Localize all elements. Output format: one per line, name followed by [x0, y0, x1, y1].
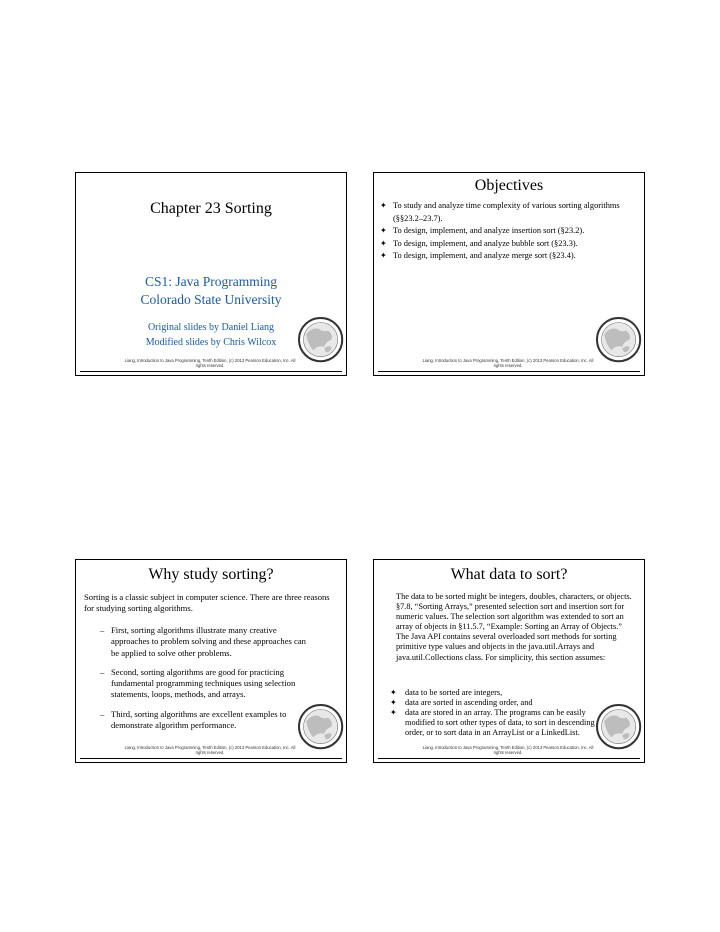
footer-rule: [80, 758, 342, 759]
footer-rule: [378, 758, 640, 759]
reasons-list: [100, 625, 312, 739]
list-item: ✦ data to be sorted are integers,: [390, 688, 503, 697]
objectives-list: [380, 200, 636, 263]
globe-icon: [588, 309, 642, 363]
star-bullet-icon: ✦: [380, 238, 387, 248]
slide-footer: Liang, Introduction to Java Programming, Tenth Edition, (c) 2013 Pearson Education, Inc. All rights reserved.: [124, 745, 296, 755]
footer-rule: [378, 371, 640, 372]
course-name: CS1: Java Programming: [145, 274, 277, 289]
slide-title: [75, 172, 347, 376]
star-bullet-icon: ✦: [380, 251, 387, 260]
slide-1-title: Chapter 23 Sorting: [150, 200, 272, 217]
star-bullet-icon: ✦: [390, 688, 397, 697]
list-item: ✦ data are sorted in ascending order, and: [390, 698, 533, 708]
list-item: ✦ To design, implement, and analyze bubble sort (§23.3).: [380, 238, 636, 251]
list-item: – Second, sorting algorithms are good for practicing fundamental programming techniques using selection statements, loops, methods, and arrays.: [100, 666, 296, 700]
slide-why-sorting: [75, 559, 347, 763]
star-bullet-icon: ✦: [380, 201, 387, 210]
list-item: – Third, sorting algorithms are excellent examples to demonstrate algorithm performance.: [100, 708, 287, 731]
slide-footer: Liang, Introduction to Java Programming, Tenth Edition, (c) 2013 Pearson Education, Inc. All rights reserved.: [124, 358, 296, 368]
assumptions-list: [390, 688, 614, 738]
slide-4-title: What data to sort?: [450, 566, 568, 583]
list-item: ✦ To study and analyze time complexity of various sorting algorithms (§§23.2–23.7).: [380, 201, 620, 223]
slide-4-intro: The data to be sorted might be integers, doubles, characters, or objects. §7.8, “Sorting Arrays,” presented selection sort and insertion sort for numeric values. The selection sort algorithm was extended to sort an array of objects in §11.5.7, “Example: Sorting an Array of Objects.” The Java API contains several overloaded sort methods for sorting primitive type values and objects in the java.util.Arrays and java.util.Collections class. For simplicity, this section assumes:: [396, 592, 632, 662]
star-bullet-icon: ✦: [390, 698, 397, 708]
star-bullet-icon: ✦: [380, 226, 387, 235]
globe-icon: [588, 696, 642, 750]
modified-author-credit: Modified slides by Chris Wilcox: [145, 337, 277, 348]
slide-2-title: Objectives: [474, 177, 544, 194]
list-item: ✦ To design, implement, and analyze merge sort (§23.4).: [380, 250, 636, 263]
slide-what-data: [373, 559, 645, 763]
globe-icon: [290, 696, 344, 750]
slide-footer: Liang, Introduction to Java Programming, Tenth Edition, (c) 2013 Pearson Education, Inc. All rights reserved.: [422, 358, 594, 368]
slide-3-intro: Sorting is a classic subject in computer science. There are three reasons for studying sorting algorithms.: [84, 592, 330, 614]
list-item: – First, sorting algorithms illustrate many creative approaches to problem solving and these approaches can be applied to solve other problems.: [100, 625, 306, 658]
globe-icon: [290, 309, 344, 363]
list-item: ✦ To design, implement, and analyze insertion sort (§23.2).: [380, 225, 636, 238]
list-item: ✦ data are stored in an array. The programs can be easily modified to sort other types of data, to sort in descending order, or to sort data in an ArrayList or a LinkedList.: [390, 708, 595, 738]
original-author-credit: Original slides by Daniel Liang: [147, 322, 275, 333]
university-name: Colorado State University: [140, 292, 282, 307]
footer-rule: [80, 371, 342, 372]
slide-3-title: Why study sorting?: [148, 566, 274, 583]
star-bullet-icon: ✦: [390, 708, 397, 718]
slide-footer: Liang, Introduction to Java Programming, Tenth Edition, (c) 2013 Pearson Education, Inc. All rights reserved.: [422, 745, 594, 755]
slide-objectives: [373, 172, 645, 376]
